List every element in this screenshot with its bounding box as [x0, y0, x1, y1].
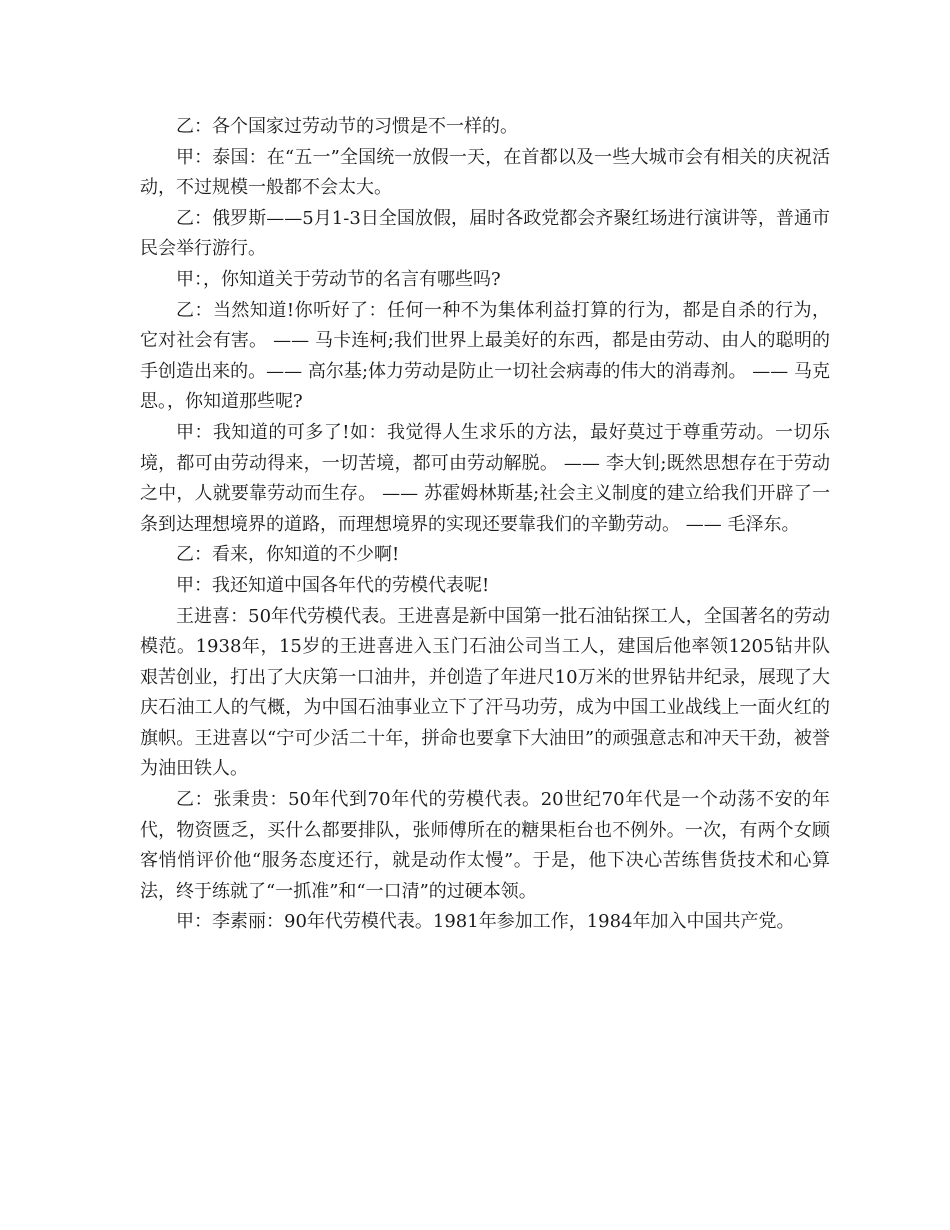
paragraph-10: 乙：张秉贵：50年代到70年代的劳模代表。20世纪70年代是一个动荡不安的年代，物资匮乏，买什么都要排队，张师傅所在的糖果柜台也不例外。一次，有两个女顾客悄悄评价他“服务态度还行，就是动作太慢”。于是，他下决心苦练售货技术和心算法，终于练就了“一抓准”和“一口清”的过硬本领。: [140, 789, 830, 902]
paragraph-7: 乙：看来，你知道的不少啊!: [176, 544, 400, 566]
paragraph-8: 甲：我还知道中国各年代的劳模代表呢!: [176, 574, 490, 596]
paragraph-4: 甲：，你知道关于劳动节的名言有哪些吗?: [176, 268, 501, 290]
paragraph-3: 乙：俄罗斯——5月1-3日全国放假，届时各政党都会齐聚红场进行演讲等，普通市民会举行游行。: [140, 207, 830, 260]
paragraph-2: 甲：泰国：在“五一”全国统一放假一天，在首都以及一些大城市会有相关的庆祝活动，不过规模一般都不会太大。: [140, 146, 830, 199]
paragraph-6: 甲：我知道的可多了!如：我觉得人生求乐的方法，最好莫过于尊重劳动。一切乐境，都可由劳动得来，一切苦境，都可由劳动解脱。 —— 李大钊;既然思想存在于劳动之中，人就要靠劳动而生存。 —— 苏霍姆林斯基;社会主义制度的建立给我们开辟了一条到达理想境界的道路，而理想境界的实现还要靠我们的辛勤劳动。 —— 毛泽东。: [140, 421, 830, 535]
document-body: [140, 112, 830, 938]
paragraph-5: 乙：当然知道!你听好了：任何一种不为集体利益打算的行为，都是自杀的行为，它对社会有害。 —— 马卡连柯;我们世界上最美好的东西，都是由劳动、由人的聪明的手创造出来的。—— 高尔基;体力劳动是防止一切社会病毒的伟大的消毒剂。 —— 马克思。，你知道那些呢?: [140, 299, 830, 413]
paragraph-9: 王进喜：50年代劳模代表。王进喜是新中国第一批石油钻探工人，全国著名的劳动模范。1938年，15岁的王进喜进入玉门石油公司当工人，建国后他率领1205钻井队艰苦创业，打出了大庆第一口油井，并创造了年进尺10万米的世界钻井纪录，展现了大庆石油工人的气概，为中国石油事业立下了汗马功劳，成为中国工业战线上一面火红的旗帜。王进喜以“宁可少活二十年，拼命也要拿下大油田”的顽强意志和冲天干劲，被誉为油田铁人。: [140, 605, 830, 780]
paragraph-11: 甲：李素丽：90年代劳模代表。1981年参加工作，1984年加入中国共产党。: [176, 911, 795, 933]
paragraph-1: 乙：各个国家过劳动节的习惯是不一样的。: [176, 116, 518, 137]
